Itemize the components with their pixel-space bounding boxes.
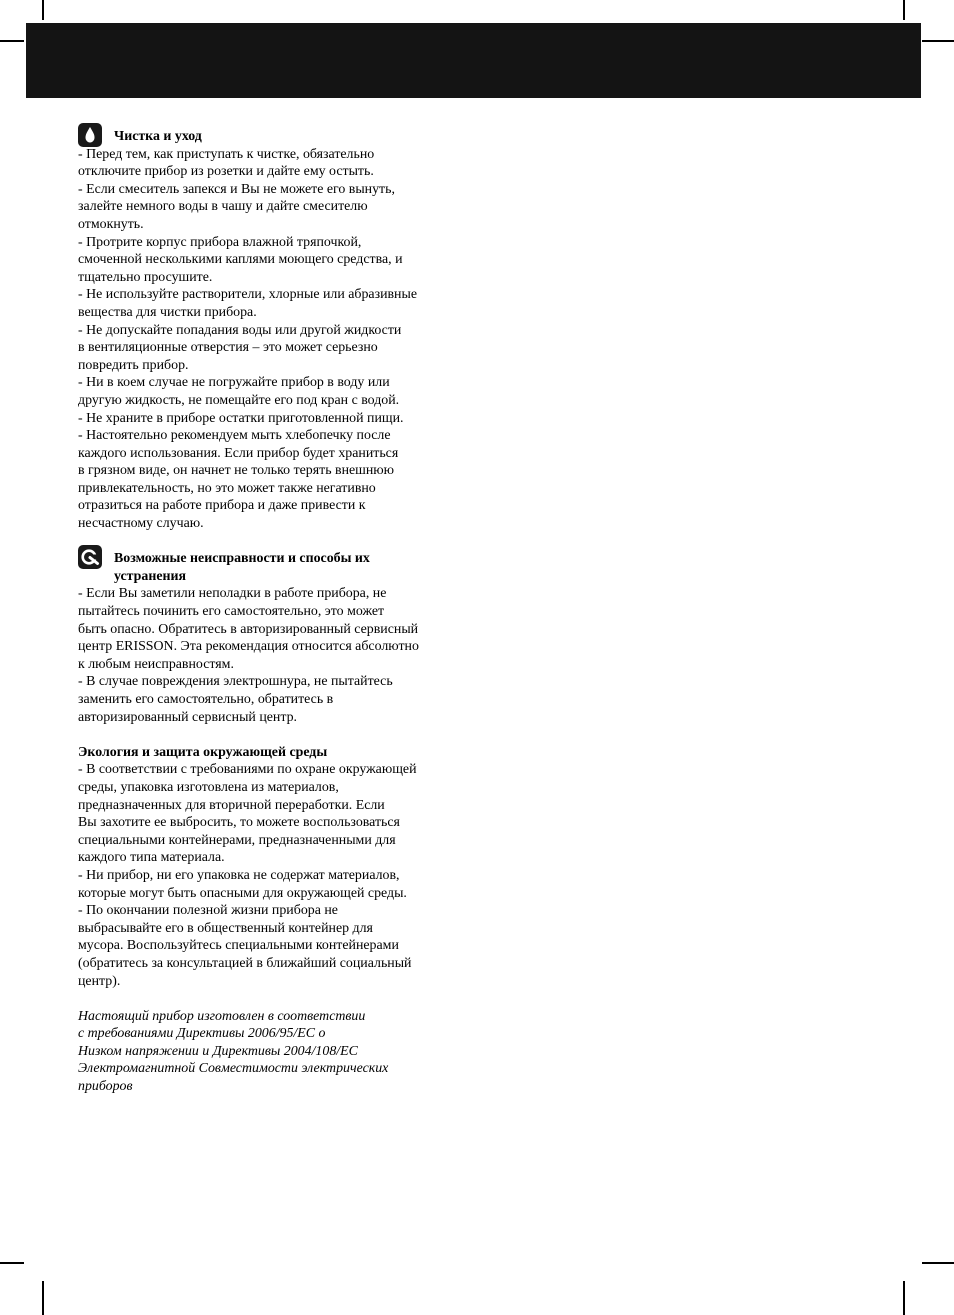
text-line: - Не используйте растворители, хлорные или абразивные bbox=[78, 287, 417, 303]
text-line: в грязном виде, он начнет не только терять внешнюю bbox=[78, 463, 395, 479]
section-heading bbox=[78, 128, 478, 146]
section-ecology bbox=[78, 744, 478, 990]
text-line: авторизированный сервисный центр. bbox=[78, 709, 298, 725]
text-line: Электромагнитной Совместимости электрических bbox=[78, 1061, 389, 1077]
crop-mark-top-right-vertical bbox=[903, 0, 905, 20]
text-line: предназначенных для вторичной переработки. Если bbox=[78, 797, 385, 813]
text-line: отразиться на работе прибора и даже привести к bbox=[78, 498, 366, 514]
text-line: к любым неисправностям. bbox=[78, 656, 234, 672]
text-line: - Протрите корпус прибора влажной тряпочкой, bbox=[78, 234, 362, 250]
text-line: - Если смеситель запекся и Вы не можете его вынуть, bbox=[78, 181, 395, 197]
text-line: в вентиляционные отверстия – это может серьезно bbox=[78, 340, 378, 356]
section-title: Чистка и уход bbox=[114, 129, 202, 144]
text-line: приборов bbox=[78, 1079, 133, 1095]
text-line: залейте немного воды в чашу и дайте смесителю bbox=[78, 199, 368, 215]
text-line: - Если Вы заметили неполадки в работе прибора, не bbox=[78, 586, 387, 602]
text-line: - В соответствии с требованиями по охране окружающей bbox=[78, 762, 417, 778]
text-line: несчастному случаю. bbox=[78, 516, 204, 532]
text-line: среды, упаковка изготовлена из материалов, bbox=[78, 779, 339, 795]
section-body bbox=[78, 146, 478, 533]
section-body bbox=[78, 761, 478, 990]
section-title: устранения bbox=[114, 568, 187, 584]
text-line: - Перед тем, как приступать к чистке, обязательно bbox=[78, 146, 375, 162]
text-line: с требованиями Директивы 2006/95/ЕС о bbox=[78, 1026, 326, 1042]
text-line: - Настоятельно рекомендуем мыть хлебопечку после bbox=[78, 428, 391, 444]
crop-mark-bottom-right-horizontal bbox=[922, 1262, 954, 1264]
text-line: - Ни в коем случае не погружайте прибор в воду или bbox=[78, 375, 390, 391]
text-line: - В случае повреждения электрошнура, не пытайтесь bbox=[78, 674, 393, 690]
crop-mark-top-left-horizontal bbox=[0, 40, 24, 42]
text-line: отключите прибор из розетки и дайте ему остыть. bbox=[78, 164, 374, 180]
crop-mark-bottom-left-vertical bbox=[42, 1281, 44, 1315]
header-bar bbox=[26, 23, 921, 98]
section-title: Экология и защита окружающей среды bbox=[78, 744, 328, 760]
text-line: заменить его самостоятельно, обратитесь в bbox=[78, 692, 334, 707]
text-line: которые могут быть опасными для окружающей среды. bbox=[78, 885, 407, 901]
text-line: - Ни прибор, ни его упаковка не содержат материалов, bbox=[78, 867, 400, 883]
text-line: быть опасно. Обратитесь в авторизированный сервисный bbox=[78, 621, 419, 637]
section-heading bbox=[78, 550, 478, 585]
text-line: Низком напряжении и Директивы 2004/108/ЕС bbox=[78, 1043, 358, 1059]
text-line: смоченной несколькими каплями моющего средства, и bbox=[78, 252, 403, 268]
text-line: каждого использования. Если прибор будет храниться bbox=[78, 445, 399, 461]
section-troubleshooting bbox=[78, 550, 478, 726]
text-line: повредить прибор. bbox=[78, 357, 189, 373]
text-line: мусора. Воспользуйтесь специальными контейнерами bbox=[78, 938, 399, 954]
text-line: привлекательность, но это может также негативно bbox=[78, 480, 376, 496]
text-line: другую жидкость, не помещайте его под кран с водой. bbox=[78, 392, 400, 408]
wrench-icon bbox=[78, 545, 102, 569]
text-line: Настоящий прибор изготовлен в соответствии bbox=[78, 1008, 366, 1024]
document-content bbox=[78, 128, 478, 1113]
section-title: Возможные неисправности и способы их bbox=[114, 551, 370, 567]
text-line: - По окончании полезной жизни прибора не bbox=[78, 903, 338, 919]
crop-mark-top-right-horizontal bbox=[922, 40, 954, 42]
section-heading bbox=[78, 744, 478, 762]
section-cleaning bbox=[78, 128, 478, 533]
text-line: (обратитесь за консультацией в ближайший социальный bbox=[78, 955, 412, 971]
section-body bbox=[78, 585, 478, 726]
text-line: отмокнуть. bbox=[78, 216, 144, 232]
crop-mark-bottom-right-vertical bbox=[903, 1281, 905, 1315]
text-line: каждого типа материала. bbox=[78, 850, 225, 866]
compliance-statement bbox=[78, 1008, 478, 1096]
text-line: пытайтесь починить его самостоятельно, это может bbox=[78, 604, 385, 620]
text-line: специальными контейнерами, предназначенными для bbox=[78, 832, 396, 848]
text-line: - Не храните в приборе остатки приготовленной пищи. bbox=[78, 410, 404, 426]
text-line: Вы захотите ее выбросить, то можете воспользоваться bbox=[78, 815, 400, 831]
crop-mark-bottom-left-horizontal bbox=[0, 1262, 24, 1264]
text-line: центр). bbox=[78, 973, 121, 989]
text-line: - Не допускайте попадания воды или другой жидкости bbox=[78, 322, 402, 338]
text-line: вещества для чистки прибора. bbox=[78, 304, 257, 320]
crop-mark-top-left-vertical bbox=[42, 0, 44, 20]
water-drop-icon bbox=[78, 123, 102, 147]
text-line: центр ERISSON. Эта рекомендация относится абсолютно bbox=[78, 639, 419, 655]
text-line: тщательно просушите. bbox=[78, 269, 213, 285]
text-line: выбрасывайте его в общественный контейнер для bbox=[78, 920, 373, 936]
